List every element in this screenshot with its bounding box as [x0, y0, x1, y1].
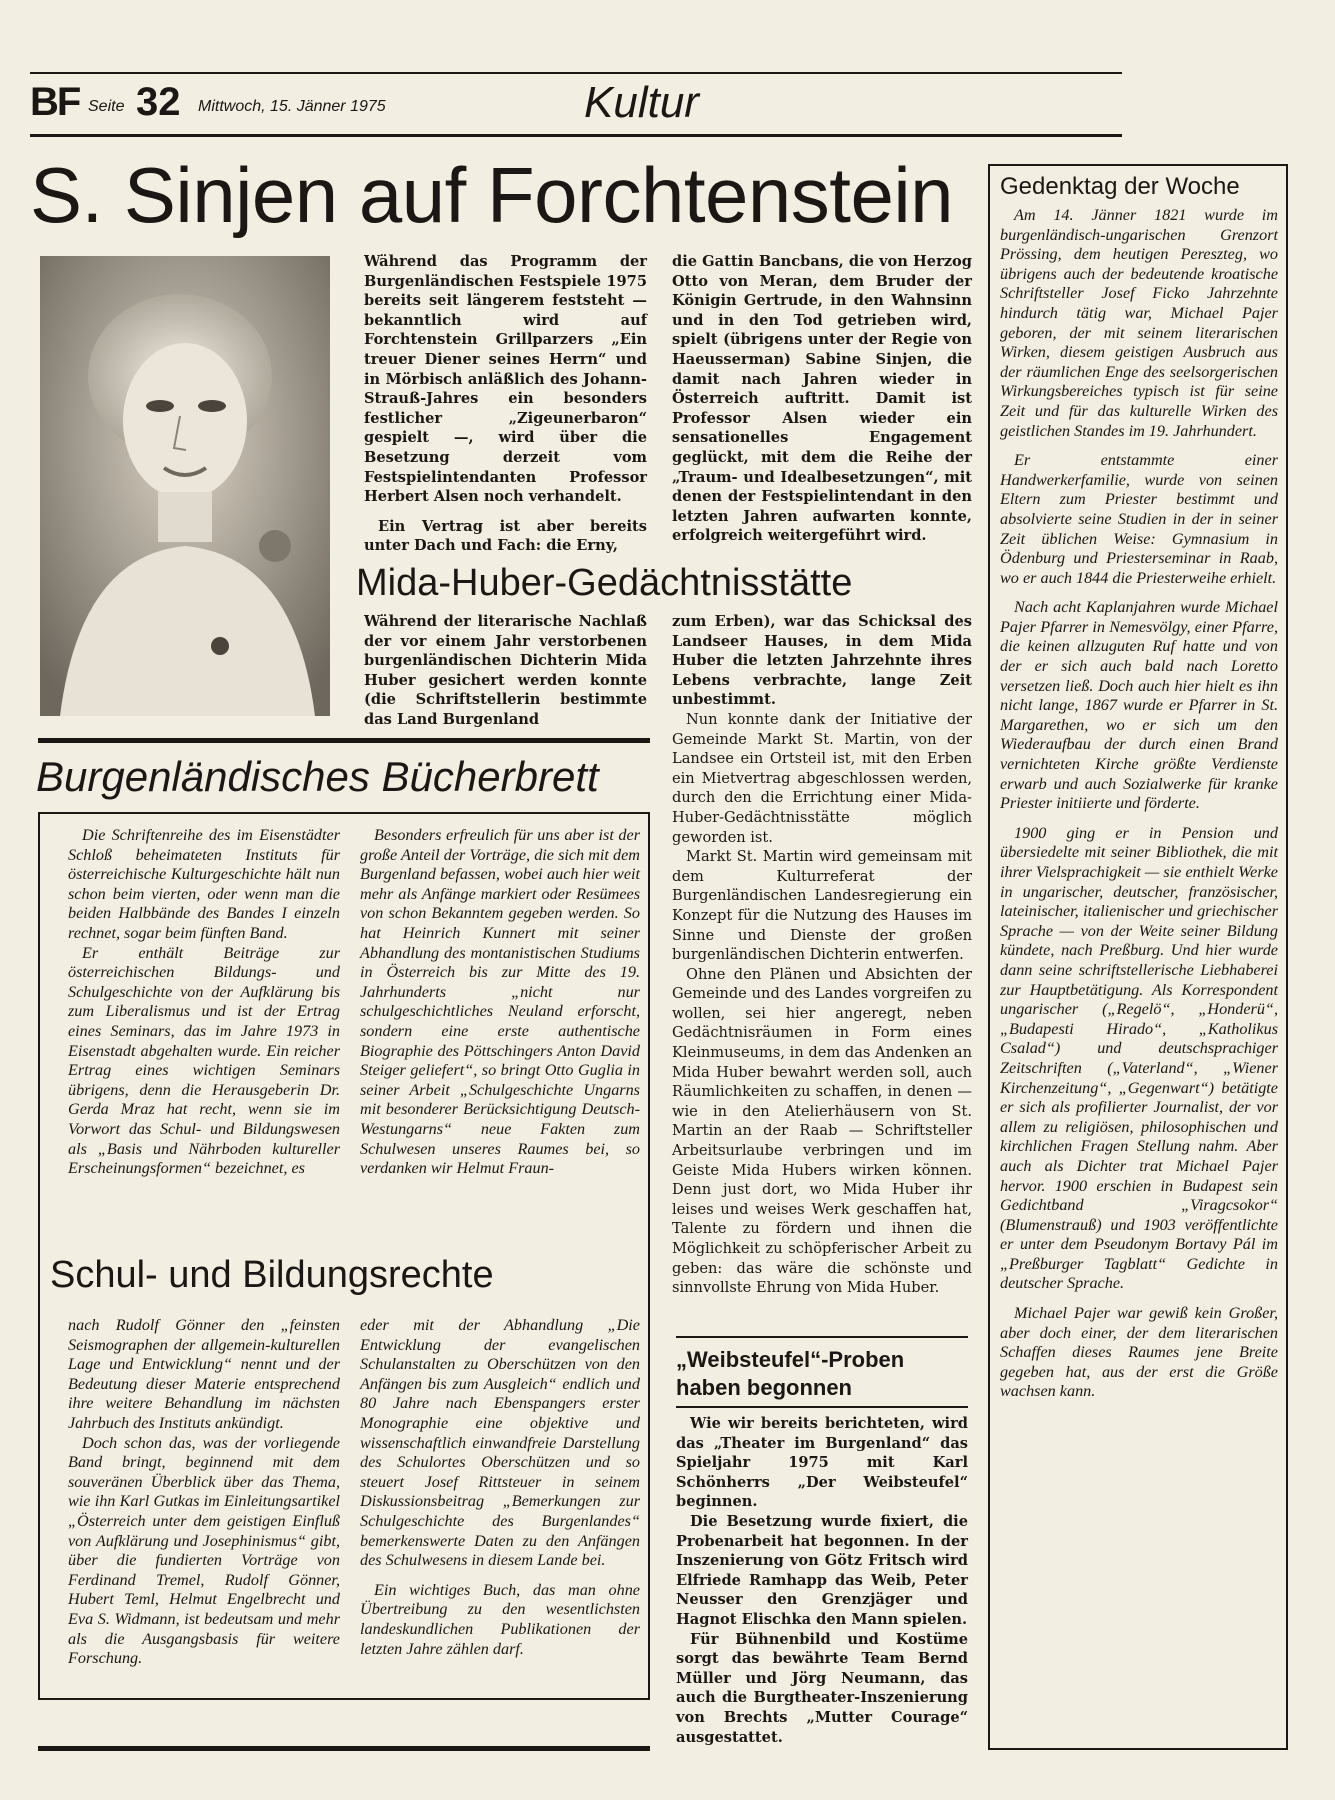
mida-col2-p4: Ohne den Plänen und Absichten der Gemeinde und des Landes vorgreifen zu wollen, sei hier angeregt, neben Gedächtnisräumen in Form eines Kleinmuseums, in dem das Andenken an Mida Huber bewahrt werden soll, auch Räumlichkeiten zu schaffen, in denen — wie in den Atelierhäusern von St. Martin an der Raab — Schriftsteller Arbeitsurlaube verbringen und im Geiste Mida Hubers wirken können. Denn just dort, wo Mida Huber ihr leises und weises Werk geschaffen hat, Talente zu fördern und ihnen die Möglichkeit zu schöpferischer Arbeit zu geben: das wäre die schönste und sinnvollste Ehrung von Mida Huber. [672, 965, 972, 1297]
weibsteufel-body [676, 1414, 968, 1747]
gedenktag-p4: 1900 ging er in Pension und übersiedelte mit seiner Bibliothek, die mit ihrer Vielsprachigkeit — sie enthielt Werke in ungarischer, deutscher, französischer, lateinischer, italienischer und griechischer Sprache — von der Weite seiner Bildung kündete, nach Preßburg. Und hier wurde dann seine schriftstellerische Liebhaberei zur Hauptbetätigung. Als Korrespondent ungarischer („Regelö“, „Honderü“, „Budapesti Hirado“, „Katholikus Csalad“) und deutschsprachiger Zeitschriften („Vaterland“, „Wiener Kirchenzeitung“, „Gegenwart“) betätigte er sich als profilierter Journalist, der vor allem zu religiösen, philosophischen und kirchlichen Fragen Stellung nahm. Aber auch als Dichter trat Michael Pajer hervor. 1900 erschien in Budapest sein Gedichtband „Viragcsokor“ (Blumenstrauß) und 1903 veröffentlichte er unter dem Pseudonym Bortavy Pál im „Preßburger Tagblatt“ Gedichte in deutscher Sprache. [1000, 823, 1278, 1293]
weibsteufel-p3: Für Bühnenbild und Kostüme sorgt das bewährte Team Bernd Müller und Jörg Neumann, das auch die Burgtheater-Inszenierung von Brechts „Mutter Courage“ ausgestattet. [676, 1630, 968, 1746]
mida-col1-p1: Während der literarische Nachlaß der vor einem Jahr verstorbenen burgenländischen Dichterin Mida Huber gesichert werden konnte (die Schriftstellerin bestimmte das Land Burgenland [364, 613, 647, 728]
schulrechte-col1-p2: Doch schon das, was der vorliegende Band bringt, beginnend mit dem souveränen Überblick über das Thema, wie ihn Karl Gutkas im Einleitungsartikel „Österreich unter dem geistigen Einfluß von Aufklärung und Josephinismus“ gibt, über die fundierten Vorträge von Ferdinand Tremel, Rudolf Gönner, Hubert Teml, Helmut Engelbrecht und Eva S. Widmann, ist bedeutsam und mehr als die Ausgangsbasis für weitere Forschung. [68, 1433, 340, 1668]
masthead-logo: BF [30, 80, 80, 124]
main-headline: S. Sinjen auf Forchtenstein [30, 151, 954, 239]
buecherbrett-col2-p1: Besonders erfreulich für uns aber ist der große Anteil der Vorträge, die sich mit dem Burgenland befassen, wobei auch hier weit mehr als Anfänge markiert oder Resümees von schon Bekanntem gegeben werden. So hat Heinrich Kunnert mit seiner Abhandlung des montanistischen Studiums in Österreich bis zur Mitte des 19. Jahrhunderts „nicht nur schulgeschichtliches Neuland erforscht, sondern eine erste authentische Biographie des Pöttschingers Anton David Steiger geliefert“, so bringt Otto Guglia in seiner Arbeit „Schulgeschichte Ungarns mit besonderer Berücksichtigung Deutsch-Westungarns“ neue Fakten zum Schulwesen unseres Raumes bei, so verdanken wir Helmut Fraun- [360, 826, 640, 1178]
masthead-rule [30, 134, 1122, 137]
schulrechte-headline: Schul- und Bildungsrechte [50, 1252, 502, 1298]
weibsteufel-head-rule [676, 1406, 968, 1408]
mida-col2-lead: zum Erben), war das Schicksal des Landseer Hauses, in dem Mida Huber die letzten Jahrzehnte ihres Lebens verbrachte, lange Zeit unbestimmt. [672, 613, 972, 709]
section-title: Kultur [584, 78, 699, 127]
weibsteufel-p1: Wie wir bereits berichteten, wird das „Theater im Burgenland“ das Spieljahr 1975 mit Karl Schönherrs „Der Weibsteufel“ beginnen. [676, 1415, 968, 1511]
main-col2-p1: die Gattin Bancbans, die von Herzog Otto von Meran, dem Bruder der Königin Gertrude, in den Wahnsinn und in den Tod getrieben wird, spielt (übrigens unter der Regie von Haeusserman) Sabine Sinjen, die damit nach Jahren wieder in Österreich auftritt. Damit ist Professor Alsen wieder ein sensationelles Engagement geglückt, mit dem die Reihe der „Traum- und Idealbesetzungen“, mit denen der Festspielintendant in den letzten Jahren aufwarten konnte, erfolgreich weitergeführt wird. [672, 253, 972, 545]
buecherbrett-col1-p1: Die Schriftenreihe des im Eisenstädter Schloß beheimateten Instituts für österreichische Kulturgeschichte hält nun schon beim vierten, oder wenn man die beiden Halbbände des Bandes I einzeln rechnet, sogar beim fünften Band. [68, 826, 340, 942]
gedenktag-p2: Er entstammte einer Handwerkerfamilie, wurde von seinen Eltern zum Priester bestimmt und absolvierte seine Studien in der in seiner Zeit üblichen Weise: Gymnasium in Ödenburg und Priesterseminar in Raab, wo er auch 1844 die Priesterweihe erhielt. [1000, 451, 1278, 587]
bottom-left-rule [38, 1746, 650, 1751]
mida-col1 [364, 612, 647, 730]
gedenktag-headline: Gedenktag der Woche [1000, 173, 1240, 200]
mida-col2-p2: Nun konnte dank der Initiative der Gemeinde Markt St. Martin, von der Landsee ein Ortsteil ist, mit den Erben ein Mietvertrag abgeschlossen werden, durch den die Errichtung einer Mida-Huber-Gedächtnisstätte möglich geworden ist. [672, 710, 972, 846]
schulrechte-col2-p2: Ein wichtiges Buch, das man ohne Übertreibung zu den wesentlichsten landeskundlichen Publikationen der letzten Jahre zählen darf. [360, 1580, 640, 1658]
mida-headline: Mida-Huber-Gedächtnisstätte [356, 562, 853, 604]
schulrechte-col1-p1: nach Rudolf Gönner den „feinsten Seismographen der allgemein-kulturellen Lage und Entwicklung“ nennt und der Bedeutung dieser Materie entsprechend ihre weitere Behandlung im nächsten Jahrbuch des Instituts ankündigt. [68, 1316, 340, 1432]
buecherbrett-col2 [360, 826, 640, 1179]
main-article-col1 [364, 252, 647, 556]
schulrechte-col2-p1: eder mit der Abhandlung „Die Entwicklung der evangelischen Schulanstalten zu Oberschützen von den Anfängen bis zum Ausgleich“ endlich und 80 Jahre nach Ebenspangers erster Monographie eine objektive und wissenschaftlich einwandfreie Darstellung des Schulortes Oberschützen und so steuert Josef Rittsteuer in seinem Diskussionsbeitrag „Bemerkungen zur Schulgeschichte des Burgenlandes“ bemerkenswerte Daten zu den Anfängen des Schulwesens in diesem Lande bei. [360, 1316, 640, 1570]
buecherbrett-col1-p2: Er enthält Beiträge zur österreichischen Bildungs- und Schulgeschichte von der Aufklärung bis zum Liberalismus und ist der Ertrag eines Seminars, das im Jahre 1973 in Eisenstadt abgehalten wurde. Ein reicher Ertrag eines wichtigen Seminars übrigens, denn die Herausgeberin Dr. Gerda Mraz hat recht, wenn sie im Vorwort das Schul- und Bildungswesen als „Basis und Nährboden kultureller Erscheinungsformen“ bezeichnet, es [68, 943, 340, 1178]
page-number: 32 [136, 80, 181, 124]
gedenktag-p5: Michael Pajer war gewiß kein Großer, aber doch einer, der dem literarischen Schaffen dieses Raumes jene Breite gegeben hat, aus der erst die Größe wachsen kann. [1000, 1304, 1278, 1401]
weibsteufel-headline-1: „Weibsteufel“-Proben [676, 1347, 905, 1372]
main-col1-p1: Während das Programm der Burgenländischen Festspiele 1975 bereits seit längerem feststeht — bekanntlich wird auf Forchtenstein Grillparzers „Ein treuer Diener seines Herrn“ und in Mörbisch anläßlich des Johann-Strauß-Jahres ein besonders festlicher „Zigeunerbaron“ gespielt —, wird über die Besetzung derzeit vom Festspielintendanten Professor Herbert Alsen noch verhandelt. [364, 253, 647, 506]
page-label: Seite [88, 98, 125, 115]
gedenktag-body [1000, 206, 1278, 1402]
schulrechte-col1 [68, 1316, 340, 1669]
schulrechte-col2 [360, 1316, 640, 1659]
main-article-col2 [672, 252, 972, 546]
buecherbrett-top-rule [38, 738, 650, 743]
weibsteufel-top-rule [676, 1336, 968, 1338]
buecherbrett-headline: Burgenländisches Bücherbrett [36, 753, 599, 800]
mida-col2-p3: Markt St. Martin wird gemeinsam mit dem Kulturreferat der Burgenländischen Landesregierung ein Konzept für die Nutzung des Hauses im Sinne und Dienste der großen burgenländischen Dichterin entwerfen. [672, 848, 972, 964]
mida-col2 [672, 612, 972, 1298]
buecherbrett-col1 [68, 826, 340, 1179]
main-col1-p2: Ein Vertrag ist aber bereits unter Dach und Fach: die Erny, [364, 517, 647, 555]
weibsteufel-headline-2: haben begonnen [676, 1375, 852, 1400]
portrait-photo [40, 256, 330, 716]
gedenktag-p1: Am 14. Jänner 1821 wurde im burgenländisch-ungarischen Grenzort Prössing, dem heutigen Pereszteg, wo übrigens auch der bedeutende kroatische Schriftsteller Josef Ficko Jahrzehnte hindurch tätig war, Michael Pajer geboren, der mit seinem literarischen Wirken, diesem geistigen Ausbruch aus der räumlichen Enge des seelsorgerischen Wirkungsbereiches typisch ist für seine Zeit und für das kulturelle Wirken des geistlichen Standes im 19. Jahrhundert. [1000, 206, 1278, 440]
portrait-illustration [40, 256, 330, 716]
weibsteufel-p2: Die Besetzung wurde fixiert, die Probenarbeit hat begonnen. In der Inszenierung von Götz Fritsch wird Elfriede Ramhapp das Weib, Peter Neusser den Grenzjäger und Hagnot Elischka den Mann spielen. [676, 1512, 968, 1628]
top-rule [30, 72, 1122, 74]
gedenktag-p3: Nach acht Kaplanjahren wurde Michael Pajer Pfarrer in Nemesvölgy, einer Pfarre, die keinen allzuguten Ruf hatte und von der er sich auch bald nach Loretto versetzen ließ. Doch auch hier hielt es ihn nicht lange, 1867 wurde er Pfarrer in St. Margarethen, wo er sich um den Wiederaufbau der durch einen Brand vernichteten Kirche größte Verdienste erwarb und auch Sozialwerke für kranke Priester initiierte und förderte. [1000, 598, 1278, 813]
masthead-date: Mittwoch, 15. Jänner 1975 [198, 98, 386, 115]
